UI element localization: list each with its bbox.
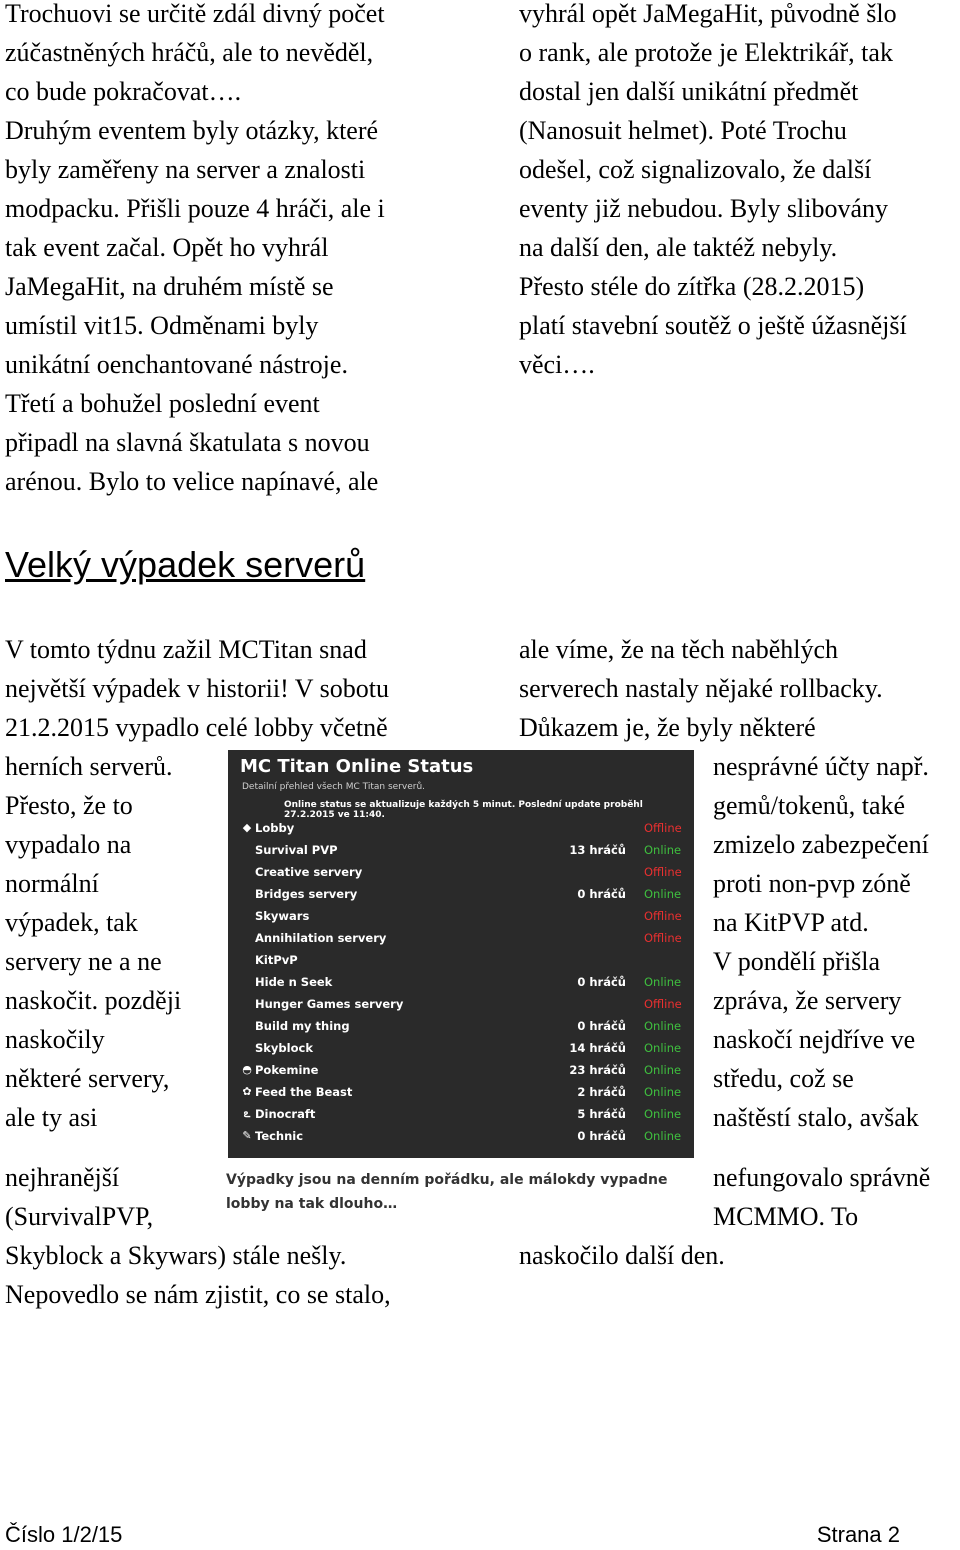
image-caption: Výpadky jsou na denním pořádku, ale málokdy vypadne lobby na tak dlouho… [226, 1172, 668, 1212]
pokeball-icon: ◓ [242, 1063, 252, 1076]
status-subtitle: Detailní přehled všech MC Titan serverů. [242, 782, 426, 792]
player-count: 14 hráčů [569, 1041, 626, 1055]
text-line: vyhrál opět JaMegaHit, původně šlo [519, 0, 897, 28]
server-status: Online [644, 1085, 682, 1099]
server-name: Lobby [255, 821, 295, 835]
section-heading: Velký výpadek serverů [5, 544, 366, 585]
player-count: 0 hráčů [577, 1019, 626, 1033]
wrench-icon: ✎ [242, 1129, 252, 1142]
text-line: ale víme, že na těch naběhlých [519, 635, 839, 664]
text-line: vypadalo na [5, 830, 132, 859]
server-status: Online [644, 975, 682, 989]
text-line: co bude pokračovat…. [5, 77, 242, 106]
status-row [238, 950, 684, 972]
server-name: Bridges servery [255, 887, 358, 901]
text-line: V tomto týdnu zažil MCTitan snad [5, 635, 367, 664]
player-count: 0 hráčů [577, 887, 626, 901]
text-line: serverech nastaly nějaké rollbacky. [519, 674, 883, 703]
server-name: Pokemine [255, 1063, 319, 1077]
text-line: proti non-pvp zóně [713, 869, 911, 898]
status-row [238, 884, 684, 906]
text-line: naskočit. později [5, 986, 182, 1015]
text-line: na KitPVP atd. [713, 908, 869, 937]
server-name: Annihilation servery [255, 931, 387, 945]
text-line: zmizelo zabezpečení [713, 830, 929, 859]
text-line: nejhranější [5, 1163, 120, 1192]
text-line: unikátní oenchantované nástroje. [5, 350, 348, 379]
server-status: Online [644, 887, 682, 901]
server-name: Survival PVP [255, 843, 338, 857]
text-line: MCMMO. To [713, 1202, 859, 1231]
server-name: Skyblock [255, 1041, 313, 1055]
server-name: Skywars [255, 909, 310, 923]
text-line: naštěstí stalo, avšak [713, 1103, 919, 1132]
server-status: Offline [644, 931, 682, 945]
text-line: Třetí a bohužel poslední event [5, 389, 320, 418]
status-row [238, 972, 684, 994]
cube-icon: ◆ [242, 821, 252, 834]
text-line: Trochuovi se určitě zdál divný počet [5, 0, 385, 28]
status-row [238, 862, 684, 884]
text-line: gemů/tokenů, také [713, 791, 906, 820]
server-status-image [228, 750, 694, 1158]
text-line: dostal jen další unikátní předmět [519, 77, 859, 106]
dino-icon: ఽ [243, 1107, 251, 1120]
text-line: eventy již nebudou. Byly slibovány [519, 194, 889, 223]
text-line: Nepovedlo se nám zjistit, co se stalo, [5, 1280, 391, 1309]
text-line: o rank, ale protože je Elektrikář, tak [519, 38, 893, 67]
server-status: Online [644, 843, 682, 857]
text-line: nesprávné účty např. [713, 752, 929, 781]
server-name: Hunger Games servery [255, 997, 404, 1011]
text-line: věci…. [519, 350, 595, 379]
text-line: na další den, ale taktéž nebyly. [519, 233, 838, 262]
server-status: Online [644, 1107, 682, 1121]
text-line: normální [5, 869, 99, 898]
status-row [238, 840, 684, 862]
server-status: Offline [644, 821, 682, 835]
text-line: platí stavební soutěž o ještě úžasnější [519, 311, 907, 340]
server-name: Technic [255, 1129, 304, 1143]
page-number: Strana 2 [816, 1522, 900, 1547]
status-row [238, 818, 684, 840]
text-line: zpráva, že servery [713, 986, 902, 1015]
player-count: 5 hráčů [577, 1107, 626, 1121]
text-line: V pondělí přišla [713, 947, 881, 976]
server-status: Offline [644, 909, 682, 923]
text-line: naskočí nejdříve ve [713, 1025, 916, 1054]
server-name: Dinocraft [255, 1107, 316, 1121]
text-line: výpadek, tak [5, 908, 138, 937]
status-row [238, 1104, 684, 1126]
text-line: 21.2.2015 vypadlo celé lobby včetně [5, 713, 388, 742]
player-count: 0 hráčů [577, 975, 626, 989]
server-status: Online [644, 1019, 682, 1033]
status-title: MC Titan Online Status [240, 756, 474, 777]
server-name: KitPvP [255, 953, 298, 967]
server-status: Offline [644, 865, 682, 879]
status-row [238, 1082, 684, 1104]
issue-number: Číslo 1/2/15 [5, 1522, 123, 1547]
server-status: Online [644, 1129, 682, 1143]
text-line: největší výpadek v historii! V sobotu [5, 674, 389, 703]
status-row [238, 1126, 684, 1148]
gear-icon: ✿ [242, 1085, 252, 1098]
text-line: modpacku. Přišli pouze 4 hráči, ale i [5, 194, 385, 223]
text-line: byly zaměřeny na server a znalosti [5, 155, 366, 184]
text-line: Důkazem je, že byly některé [519, 713, 816, 742]
text-line: nefungovalo správně [713, 1163, 931, 1192]
status-row [238, 928, 684, 950]
text-line: Přesto, že to [5, 791, 133, 820]
status-row [238, 906, 684, 928]
text-line: (Nanosuit helmet). Poté Trochu [519, 116, 847, 145]
player-count: 13 hráčů [569, 843, 626, 857]
text-line: naskočilo další den. [519, 1241, 725, 1270]
text-line: Druhým eventem byly otázky, které [5, 116, 379, 145]
text-line: odešel, což signalizovalo, že další [519, 155, 872, 184]
server-name: Feed the Beast [255, 1085, 353, 1099]
server-name: Build my thing [255, 1019, 350, 1033]
status-note: Online status se aktualizuje každých 5 minut. Poslední update proběhl 27.2.2015 ve 11:40. [284, 800, 643, 820]
player-count: 0 hráčů [577, 1129, 626, 1143]
status-row [238, 1038, 684, 1060]
text-line: Přesto stéle do zítřka (28.2.2015) [519, 272, 865, 301]
text-line: Skyblock a Skywars) stále nešly. [5, 1241, 347, 1270]
text-line: ale ty asi [5, 1103, 98, 1132]
status-row [238, 1016, 684, 1038]
player-count: 23 hráčů [569, 1063, 626, 1077]
text-line: arénou. Bylo to velice napínavé, ale [5, 467, 379, 496]
server-status: Offline [644, 997, 682, 1011]
server-status: Online [644, 1041, 682, 1055]
server-name: Creative servery [255, 865, 363, 879]
text-line: tak event začal. Opět ho vyhrál [5, 233, 329, 262]
text-line: středu, což se [713, 1064, 854, 1093]
status-row [238, 994, 684, 1016]
text-line: servery ne a ne [5, 947, 162, 976]
player-count: 2 hráčů [577, 1085, 626, 1099]
text-line: (SurvivalPVP, [5, 1202, 154, 1231]
server-status: Online [644, 1063, 682, 1077]
text-line: některé servery, [5, 1064, 170, 1093]
text-line: naskočily [5, 1025, 105, 1054]
text-line: JaMegaHit, na druhém místě se [5, 272, 334, 301]
text-line: zúčastněných hráčů, ale to nevěděl, [5, 38, 374, 67]
status-row [238, 1060, 684, 1082]
text-line: připadl na slavná škatulata s novou [5, 428, 370, 457]
text-line: herních serverů. [5, 752, 173, 781]
server-name: Hide n Seek [255, 975, 333, 989]
text-line: umístil vit15. Odměnami byly [5, 311, 319, 340]
